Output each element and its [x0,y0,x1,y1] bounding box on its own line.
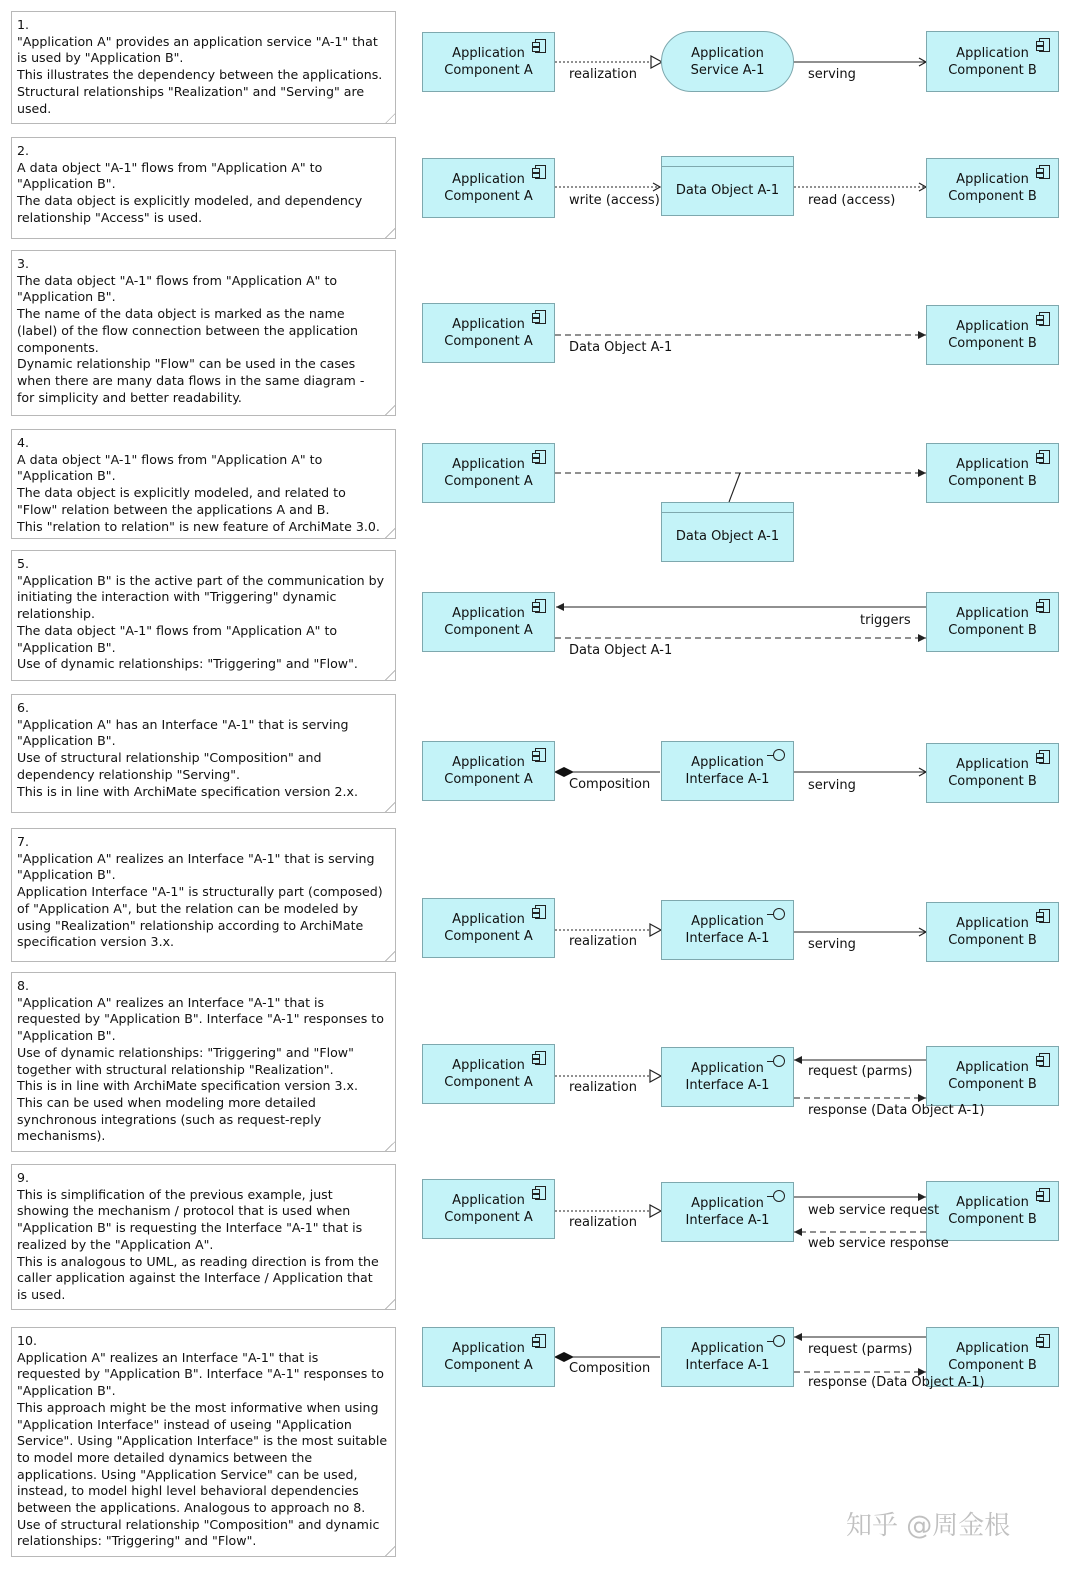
component-b-label: Application Component B [948,457,1037,489]
component-icon [535,165,546,179]
note-10: 10. Application A" realizes an Interface "A-1" that is requested by "Application B". Interface "A-1" responses to "Application B". This approach might be the most informative when using "Application Interface" instead of useing "Application Service". Using "Application Interface" is the most suitable to model more detailed dynamics between the applications. Using "Application Service" can be used, instead, to model highl level behavioral dependencies between the applications. Analogous to approach no 8. Use of structural relationship "Composition" and dynamic relationships: "Triggering" and "Flow". [11,1327,396,1557]
label-serving: serving [808,67,856,82]
interface-icon [767,1190,785,1202]
component-b-6[interactable] [926,743,1059,803]
label-serving: serving [808,778,856,793]
component-b-5[interactable] [926,592,1059,652]
component-b-label: Application Component B [948,45,1037,78]
label-response: response (Data Object A-1) [808,1103,985,1118]
component-a-label: Application Component A [444,606,533,638]
component-icon [1039,312,1050,326]
label-realization: realization [569,934,637,949]
component-a-label: Application Component A [444,1193,533,1225]
interface-icon [767,1055,785,1067]
component-b-label: Application Component B [948,916,1037,948]
label-composition: Composition [569,777,651,792]
component-a-1[interactable] [422,32,555,92]
interface-icon [767,749,785,761]
component-icon [1039,1053,1050,1067]
label-realization: realization [569,1080,637,1095]
note-7: 7. "Application A" realizes an Interface "A-1" that is serving "Application B". Application Interface "A-1" is structurally part (composed) of "Application A", but the relation can be modeled by using "Realization" relationship according to ArchiMate specification version 3.x. [11,828,396,962]
component-a-label: Application Component A [444,1341,533,1373]
label-triggers: triggers [860,613,911,628]
component-b-7[interactable] [926,902,1059,962]
component-icon [1039,1334,1050,1348]
note-8: 8. "Application A" realizes an Interface "A-1" that is requested by "Application B". Interface "A-1" responses to "Application B". Use of dynamic relationships: "Triggering" and "Flow" together with structural relationship "Realization". This is in line with ArchiMate specification version 3.x. This can be used when modeling more detailed synchronous integrations (such as request-reply mechanisms). [11,972,396,1152]
application-service[interactable] [661,31,794,92]
component-icon [535,1051,546,1065]
application-interface-6[interactable] [661,741,794,801]
component-a-label: Application Component A [444,1058,533,1090]
component-b-4[interactable] [926,443,1059,503]
component-a-label: Application Component A [444,755,533,787]
component-icon [535,310,546,324]
label-response: response (Data Object A-1) [808,1375,985,1390]
data-object-label: Data Object A-1 [675,182,780,198]
component-a-9[interactable] [422,1179,555,1239]
component-a-label: Application Component A [444,172,533,204]
component-a-5[interactable] [422,592,555,652]
label-data-object-flow: Data Object A-1 [569,340,673,355]
component-icon [1039,165,1050,179]
component-a-8[interactable] [422,1044,555,1104]
interface-icon [767,908,785,920]
note-6: 6. "Application A" has an Interface "A-1" that is serving "Application B". Use of structural relationship "Composition" and dependency relationship "Serving". This is in line with ArchiMate specification version 2.x. [11,694,396,813]
component-a-6[interactable] [422,741,555,801]
label-ws-request: web service request [808,1203,940,1218]
data-object-label: Data Object A-1 [675,528,780,544]
note-4: 4. A data object "A-1" flows from "Application A" to "Application B". The data object is explicitly modeled, and related to "Flow" relation between the applications A and B. This "relation to relation" is new feature of ArchiMate 3.0. [11,429,396,539]
interface-label: Application Interface A-1 [685,755,770,787]
note-9: 9. This is simplification of the previous example, just showing the mechanism / protocol that is used when "Application B" is requesting the Interface "A-1" that is realized by the "Application A". This is analogous to UML, as reading direction is from the caller application against the Interface / Application that is used. [11,1164,396,1310]
note-3: 3. The data object "A-1" flows from "Application A" to "Application B". The name of the data object is marked as the name (label) of the flow connection between the application components. Dynamic relationship "Flow" can be used in the cases when there are many data flows in the same diagram - for simplicity and better readability. [11,250,396,416]
component-a-2[interactable] [422,158,555,218]
data-object-4[interactable] [661,502,794,562]
component-icon [1039,1188,1050,1202]
component-b-8[interactable] [926,1046,1059,1106]
label-data-object-flow: Data Object A-1 [569,643,673,658]
component-b-1[interactable] [926,31,1059,92]
label-request: request (parms) [808,1064,913,1079]
label-realization: realization [569,1215,637,1230]
component-a-label: Application Component A [444,912,533,944]
interface-label: Application Interface A-1 [685,1061,770,1093]
component-icon [535,748,546,762]
component-a-label: Application Component A [444,46,533,78]
link-association-4 [729,473,740,502]
data-object-header [662,157,793,167]
component-icon [535,450,546,464]
component-b-label: Application Component B [948,319,1037,351]
label-read-access: read (access) [808,193,896,208]
note-5: 5. "Application B" is the active part of the communication by initiating the interaction with "Triggering" dynamic relationship. The data object "A-1" flows from "Application A" to "Application B". Use of dynamic relationships: "Triggering" and "Flow". [11,550,396,681]
application-interface-7[interactable] [661,900,794,960]
data-object-header [662,503,793,513]
interface-icon [767,1335,785,1347]
interface-label: Application Interface A-1 [685,1196,770,1228]
component-b-9[interactable] [926,1181,1059,1241]
label-write-access: write (access) [569,193,660,208]
component-icon [1039,750,1050,764]
component-a-4[interactable] [422,443,555,503]
component-a-7[interactable] [422,898,555,958]
label-serving: serving [808,937,856,952]
component-a-label: Application Component A [444,457,533,489]
component-icon [1039,909,1050,923]
component-a-10[interactable] [422,1327,555,1387]
component-b-label: Application Component B [948,757,1037,789]
component-icon [535,599,546,613]
component-icon [535,905,546,919]
component-icon [535,1186,546,1200]
watermark: 知乎 @周金根 [846,1511,1011,1541]
component-b-label: Application Component B [948,1195,1037,1227]
label-composition: Composition [569,1361,651,1376]
component-b-2[interactable] [926,158,1059,218]
label-ws-response: web service response [808,1236,949,1251]
component-b-label: Application Component B [948,606,1037,638]
label-request: request (parms) [808,1342,913,1357]
component-icon [535,39,546,53]
component-icon [1039,38,1050,52]
application-interface-10[interactable] [661,1327,794,1387]
service-label: Application Service A-1 [690,45,765,78]
label-realization: realization [569,67,637,82]
component-b-label: Application Component B [948,1060,1037,1092]
component-icon [1039,450,1050,464]
application-interface-9[interactable] [661,1182,794,1242]
component-b-label: Application Component B [948,172,1037,204]
component-b-3[interactable] [926,305,1059,365]
component-a-3[interactable] [422,303,555,363]
data-object-2[interactable] [661,156,794,216]
component-icon [535,1334,546,1348]
component-a-label: Application Component A [444,317,533,349]
component-icon [1039,599,1050,613]
component-b-label: Application Component B [948,1341,1037,1373]
application-interface-8[interactable] [661,1047,794,1107]
note-1: 1. "Application A" provides an application service "A-1" that is used by "Application B". This illustrates the dependency between the applications. Structural relationships "Realization" and "Serving" are used. [11,11,396,124]
note-2: 2. A data object "A-1" flows from "Application A" to "Application B". The data object is explicitly modeled, and dependency relationship "Access" is used. [11,137,396,239]
interface-label: Application Interface A-1 [685,1341,770,1373]
interface-label: Application Interface A-1 [685,914,770,946]
